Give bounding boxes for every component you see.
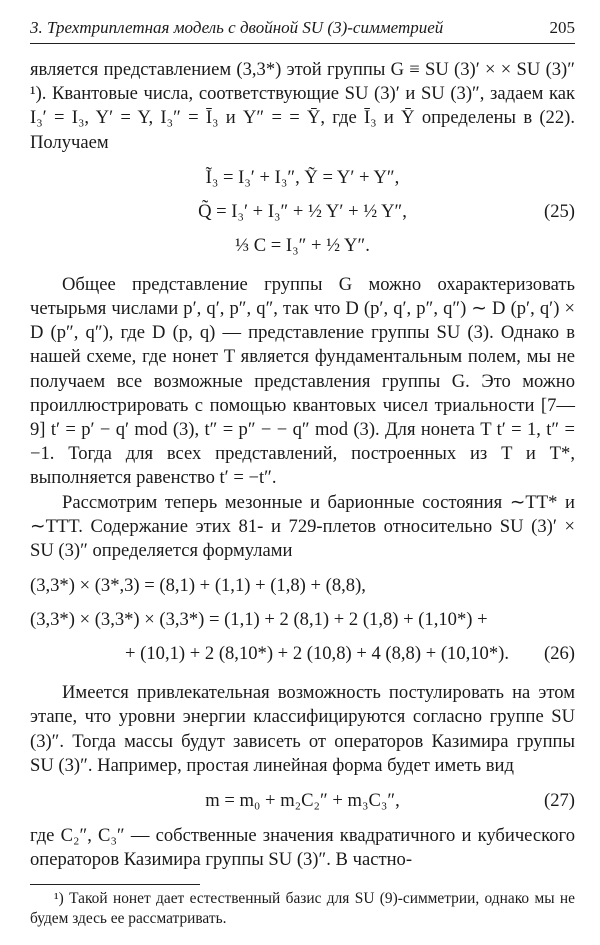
equation-number-26: (26) xyxy=(544,643,575,665)
equation-25-line-1: Ĩ₃ = I₃′ + I₃″, Ỹ = Y′ + Y″, xyxy=(205,166,400,188)
equation-26-line-1: (3,3*) × (3*,3) = (8,1) + (1,1) + (1,8) + (8,8), xyxy=(30,575,366,597)
equation-27 xyxy=(30,784,575,818)
paragraph-4: Имеется привлекательная возможность постулировать на этом этапе, что уровни энергии классифицируются согласно группе SU (3)″. Тогда массы будут зависеть от операторов Казимира группы SU (3)″. Например, простая линейная форма будет иметь вид xyxy=(30,682,575,776)
equation-27-line: m = m₀ + m₂C₂″ + m₃C₃″, (27) xyxy=(205,790,575,812)
paragraph-5: где C₂″, C₃″ — собственные значения квадратичного и кубического операторов Казимира группы SU (3)″. В частно- xyxy=(30,825,575,871)
running-head-title: 3. Трехтриплетная модель с двойной SU (3)-симметрией xyxy=(30,18,444,37)
footnote: ¹) Такой нонет дает естественный базис для SU (9)-симметрии, однако мы не будем здесь ее рассматривать. xyxy=(30,890,575,928)
equation-26 xyxy=(30,569,575,671)
equation-number-25: (25) xyxy=(544,200,575,222)
footnote-rule xyxy=(30,884,200,885)
running-head xyxy=(30,18,575,44)
page-number: 205 xyxy=(549,18,575,37)
equation-25 xyxy=(30,161,575,263)
equation-26-line-2: (3,3*) × (3,3*) × (3,3*) = (1,1) + 2 (8,1) + 2 (1,8) + (1,10*) + xyxy=(30,609,488,631)
page xyxy=(30,18,575,945)
paragraph-1: является представлением (3,3*) этой группы G ≡ SU (3)′ × × SU (3)″ ¹). Квантовые числа, соответствующие SU (3)′ и SU (3)″, задаем как I₃′ = I₃, Y′ = Y, I₃″ = Ī₃ и Y″ = = Ȳ, где Ī₃ и Ȳ определены в (22). Получаем xyxy=(30,59,575,153)
paragraph-2: Общее представление группы G можно охарактеризовать четырьмя числами p′, q′, p″, q″, так что D (p′, q′, p″, q″) ∼ D (p′, q′) × D (p″, q″), где D (p, q) — представление группы SU (3). Однако в нашей схеме, где нонет T является фундаментальным полем, мы не получаем все возможные представления группы G. Это можно проиллюстрировать с помощью квантовых чисел триальности [7—9] t′ = p′ − q′ mod (3), t″ = p″ − − q″ mod (3). Для нонета T t′ = 1, t″ = −1. Тогда для всех представлений, построенных из T и T*, выполняется равенство t′ = −t″. xyxy=(30,273,575,489)
paragraph-3: Рассмотрим теперь мезонные и барионные состояния ∼TT* и ∼TTT. Содержание этих 81- и 729-плетов относительно SU (3)′ × SU (3)″ определяется формулами xyxy=(30,491,575,562)
equation-number-27: (27) xyxy=(544,790,575,812)
equation-25-line-2: Q̃ = I₃′ + I₃″ + ½ Y′ + ½ Y″, (25) xyxy=(198,200,575,222)
equation-26-line-3: + (10,1) + 2 (8,10*) + 2 (10,8) + 4 (8,8) + (10,10*). (26) xyxy=(125,643,575,665)
equation-25-line-3: ⅓ C = I₃″ + ½ Y″. xyxy=(235,234,370,256)
